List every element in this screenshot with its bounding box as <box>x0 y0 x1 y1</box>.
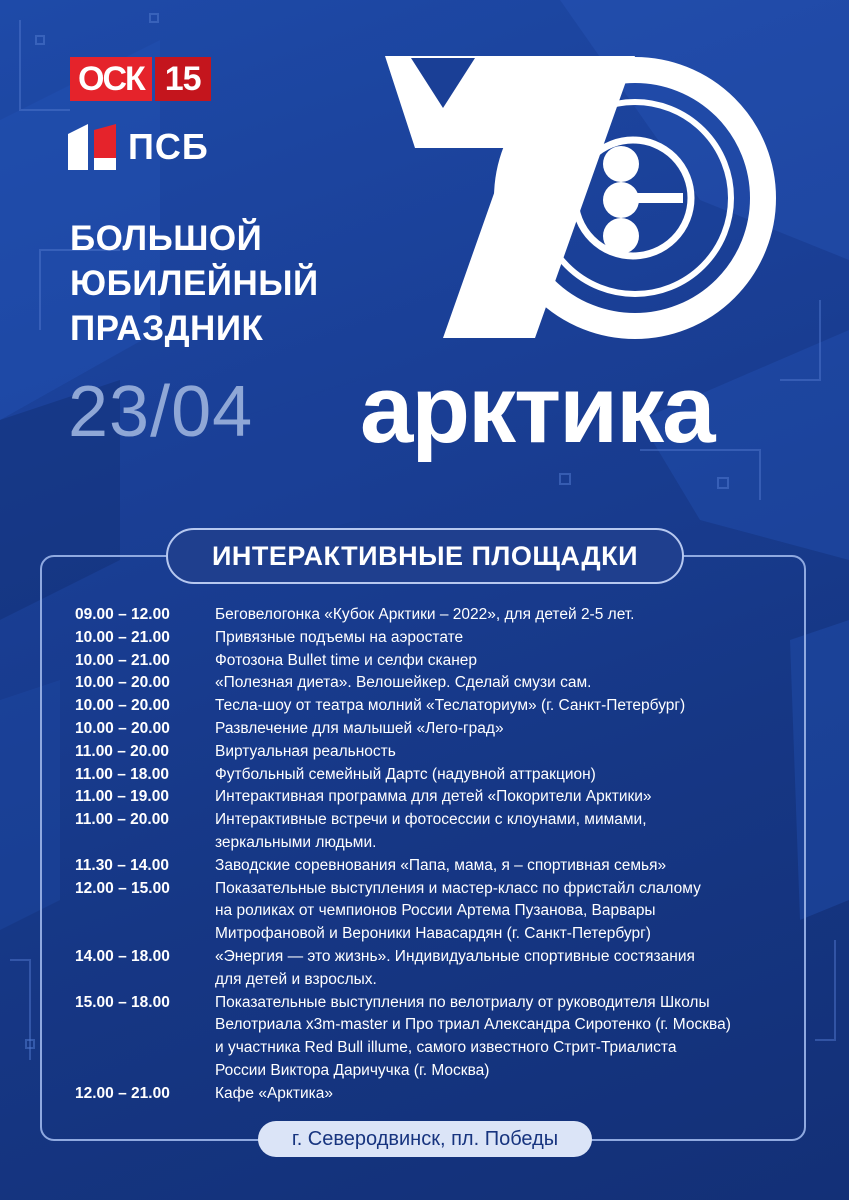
schedule-time: 12.00 – 15.00 <box>75 879 170 897</box>
schedule-list <box>75 604 795 1106</box>
schedule-row <box>75 764 795 787</box>
schedule-description-line: зеркальными людьми. <box>215 833 377 851</box>
atom-icon <box>575 140 691 256</box>
schedule-description <box>215 786 795 809</box>
schedule-description-line: Беговелогонка «Кубок Арктики – 2022», для детей 2-5 лет. <box>215 606 635 623</box>
arktika-wordmark: арктика <box>360 356 714 463</box>
schedule-description-line: Интерактивные встречи и фотосессии с клоунами, мимами, <box>215 811 647 829</box>
schedule-time: 15.00 – 18.00 <box>75 993 170 1011</box>
osk-logo-number: 15 <box>155 57 211 101</box>
schedule-time: 14.00 – 18.00 <box>75 947 170 965</box>
anniversary-70-emblem <box>385 48 785 348</box>
schedule-description <box>215 1083 795 1106</box>
schedule-description-line: Виртуальная реальность <box>215 742 396 760</box>
schedule-description-line: «Энергия — это жизнь». Индивидуальные спортивные состязания <box>215 947 695 965</box>
schedule-time: 10.00 – 21.00 <box>75 628 170 646</box>
psb-logo-text: ПСБ <box>128 126 209 167</box>
schedule-description-line: Интерактивная программа для детей «Покорители Арктики» <box>215 788 652 806</box>
schedule-description <box>215 992 795 1083</box>
schedule-description-line: Митрофановой и Вероники Навасардян (г. Санкт-Петербург) <box>215 925 651 943</box>
headline-line: ЮБИЛЕЙНЫЙ <box>70 264 319 303</box>
schedule-row <box>75 741 795 764</box>
schedule-description-line: Показательные выступления по велотриалу от руководителя Школы <box>215 993 710 1011</box>
schedule-description-line: «Полезная диета». Велошейкер. Сделай смузи сам. <box>215 674 592 692</box>
schedule-description-line: Велотриала x3m-master и Про триал Александра Сиротенко (г. Москва) <box>215 1016 731 1034</box>
schedule-description-line: Привязные подъемы на аэростате <box>215 628 464 646</box>
psb-emblem-icon <box>68 124 116 170</box>
schedule-description-line: и участника Red Bull illume, самого известного Стрит-Триалиста <box>215 1039 677 1057</box>
schedule-description-line: Тесла-шоу от театра молний «Теслаториум» (г. Санкт-Петербург) <box>215 697 686 715</box>
schedule-row <box>75 855 795 878</box>
osk-logo <box>70 57 211 101</box>
headline-line: БОЛЬШОЙ <box>70 219 263 258</box>
schedule-description-line: России Виктора Даричучка (г. Москва) <box>215 1061 490 1079</box>
schedule-description-line: Заводские соревнования «Папа, мама, я – спортивная семья» <box>215 856 667 874</box>
schedule-description <box>215 946 795 992</box>
osk-logo-text: ОСК <box>70 57 152 101</box>
schedule-row <box>75 809 795 855</box>
headline <box>70 216 319 351</box>
location-badge: г. Северодвинск, пл. Победы <box>258 1121 592 1157</box>
schedule-row <box>75 786 795 809</box>
schedule-row <box>75 878 795 946</box>
schedule-description <box>215 650 795 673</box>
psb-logo <box>68 124 209 170</box>
schedule-time: 09.00 – 12.00 <box>75 606 170 623</box>
schedule-time: 10.00 – 20.00 <box>75 674 170 692</box>
schedule-row <box>75 718 795 741</box>
schedule-time: 11.30 – 14.00 <box>75 856 169 874</box>
schedule-time: 11.00 – 18.00 <box>75 765 169 783</box>
schedule-row <box>75 604 795 627</box>
schedule-description <box>215 855 795 878</box>
schedule-description-line: Кафе «Арктика» <box>215 1084 333 1102</box>
schedule-description <box>215 809 795 855</box>
schedule-description-line: для детей и взрослых. <box>215 970 377 988</box>
schedule-time: 11.00 – 20.00 <box>75 811 169 829</box>
schedule-time: 10.00 – 20.00 <box>75 719 170 737</box>
schedule-row <box>75 695 795 718</box>
schedule-description <box>215 695 795 718</box>
schedule-description <box>215 764 795 787</box>
schedule-description <box>215 741 795 764</box>
schedule-row <box>75 946 795 992</box>
schedule-row <box>75 992 795 1083</box>
schedule-description <box>215 627 795 650</box>
schedule-row <box>75 1083 795 1106</box>
schedule-time: 12.00 – 21.00 <box>75 1084 170 1102</box>
schedule-description-line: Футбольный семейный Дартс (надувной аттракцион) <box>215 765 596 783</box>
schedule-description <box>215 718 795 741</box>
schedule-time: 11.00 – 19.00 <box>75 788 169 806</box>
schedule-description-line: Показательные выступления и мастер-класс по фристайл слалому <box>215 879 701 897</box>
schedule-row <box>75 672 795 695</box>
schedule-description <box>215 878 795 946</box>
schedule-row <box>75 627 795 650</box>
schedule-description <box>215 604 795 627</box>
headline-line: ПРАЗДНИК <box>70 309 264 348</box>
section-title: ИНТЕРАКТИВНЫЕ ПЛОЩАДКИ <box>166 528 684 584</box>
schedule-time: 11.00 – 20.00 <box>75 742 169 760</box>
schedule-description-line: Фотозона Bullet time и селфи сканер <box>215 651 478 669</box>
schedule-row <box>75 650 795 673</box>
schedule-description-line: на роликах от чемпионов России Артема Пузанова, Варвары <box>215 902 656 920</box>
schedule-time: 10.00 – 20.00 <box>75 697 170 715</box>
schedule-description <box>215 672 795 695</box>
schedule-time: 10.00 – 21.00 <box>75 651 170 669</box>
schedule-description-line: Развлечение для малышей «Лего-град» <box>215 719 504 737</box>
event-date: 23/04 <box>68 372 254 452</box>
